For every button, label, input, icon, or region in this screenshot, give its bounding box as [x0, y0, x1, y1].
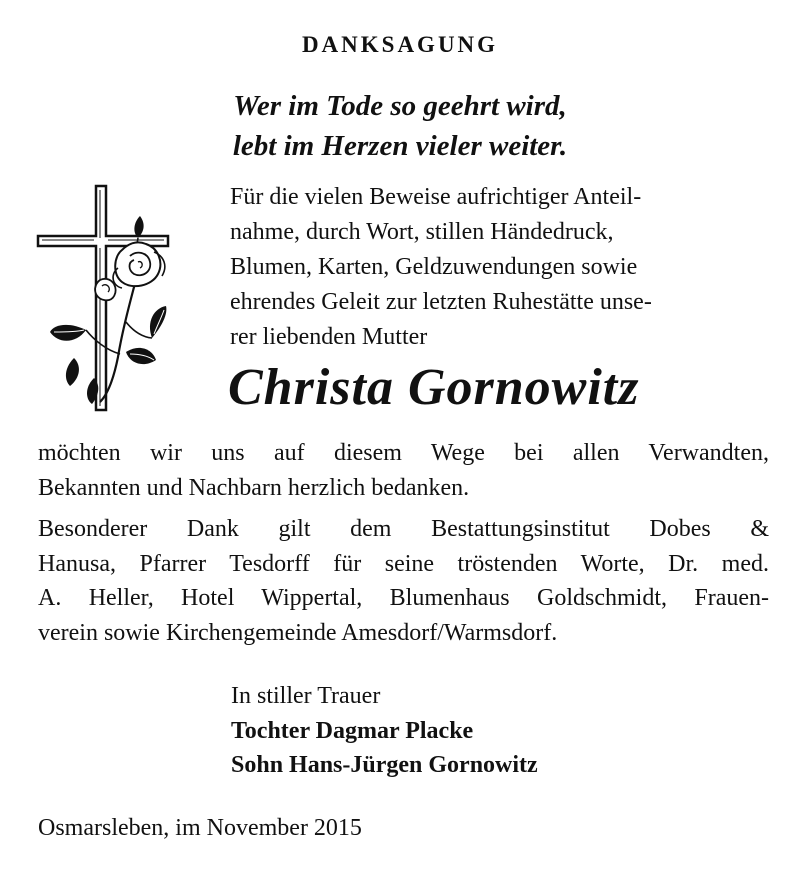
intro-line: ehrendes Geleit zur letzten Ruhestätte unse- [230, 289, 652, 315]
intro-line: Für die vielen Beweise aufrichtiger Anteil- [230, 184, 642, 210]
signature-block [231, 679, 538, 783]
thanks-paragraph [38, 436, 769, 505]
special-thanks-paragraph [38, 512, 769, 650]
signature-name: Tochter Dagmar Placke [231, 717, 474, 744]
intro-text [230, 180, 770, 355]
deceased-name: Christa Gornowitz [228, 359, 640, 416]
paragraph-line: A. Heller, Hotel Wippertal, Blumenhaus Goldschmidt, Frauen- [38, 585, 769, 611]
paragraph-line: Besonderer Dank gilt dem Bestattungsinstitut Dobes & [38, 516, 769, 542]
motto-line: Wer im Tode so geehrt wird, [233, 90, 567, 122]
paragraph-line: Hanusa, Pfarrer Tesdorff für seine tröstenden Worte, Dr. med. [38, 550, 769, 577]
paragraph-line: möchten wir uns auf diesem Wege bei allen Verwandten, [38, 440, 769, 466]
cross-with-rose-icon [34, 182, 174, 414]
signature-name: Sohn Hans-Jürgen Gornowitz [231, 752, 538, 778]
motto-line: lebt im Herzen vieler weiter. [232, 130, 568, 162]
intro-line: nahme, durch Wort, stillen Händedruck, [230, 219, 614, 245]
signature-intro: In stiller Trauer [231, 683, 381, 709]
motto [0, 86, 800, 166]
intro-line: Blumen, Karten, Geldzuwendungen sowie [230, 254, 638, 280]
paragraph-line: verein sowie Kirchengemeinde Amesdorf/Warmsdorf. [38, 619, 558, 646]
notice-heading: DANKSAGUNG [301, 32, 499, 57]
paragraph-line: Bekannten und Nachbarn herzlich bedanken. [38, 474, 470, 501]
place-and-date: Osmarsleben, im November 2015 [38, 815, 362, 841]
intro-line: rer liebenden Mutter [230, 324, 428, 350]
